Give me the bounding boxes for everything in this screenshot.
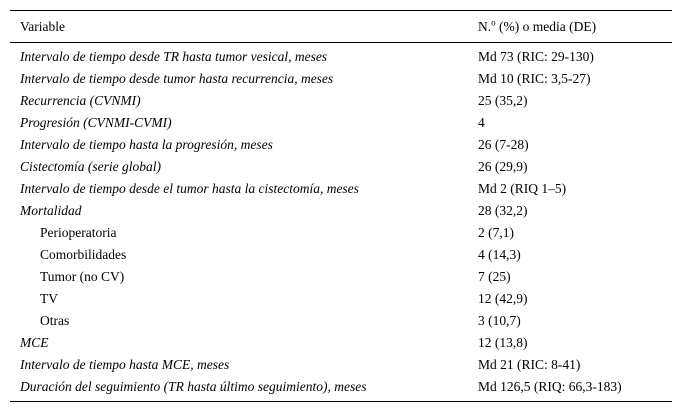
header-variable: Variable	[10, 11, 468, 43]
table-subrow	[10, 288, 672, 310]
table-row	[10, 156, 672, 178]
row-value: 12 (42,9)	[478, 291, 528, 306]
table-row	[10, 200, 672, 222]
header-value-prefix: N.	[478, 18, 492, 34]
row-value: 12 (13,8)	[478, 335, 528, 350]
row-variable: Intervalo de tiempo hasta la progresión, meses	[20, 137, 273, 152]
table-row	[10, 332, 672, 354]
row-value: Md 10 (RIC: 3,5-27)	[478, 71, 591, 86]
row-value: 26 (7-28)	[478, 137, 529, 152]
row-value: 7 (25)	[478, 269, 511, 284]
row-variable: Perioperatoria	[40, 225, 117, 240]
row-variable: MCE	[20, 335, 49, 350]
table-row	[10, 90, 672, 112]
row-variable: Tumor (no CV)	[40, 269, 125, 284]
table-subrow	[10, 222, 672, 244]
row-variable: Intervalo de tiempo desde tumor hasta recurrencia, meses	[20, 71, 334, 86]
row-value: 28 (32,2)	[478, 203, 528, 218]
row-value: Md 21 (RIC: 8-41)	[478, 357, 581, 372]
row-value: Md 73 (RIC: 29-130)	[478, 49, 594, 64]
row-value: Md 2 (RIQ 1–5)	[478, 181, 567, 196]
row-variable: Mortalidad	[20, 203, 82, 218]
row-value: 3 (10,7)	[478, 313, 521, 328]
table-subrow	[10, 244, 672, 266]
row-variable: Intervalo de tiempo desde TR hasta tumor vesical, meses	[20, 49, 328, 64]
row-variable: Cistectomía (serie global)	[20, 159, 161, 174]
row-value: 4 (14,3)	[478, 247, 521, 262]
results-table-container	[10, 10, 672, 402]
row-variable: Duración del seguimiento (TR hasta último seguimiento), meses	[10, 376, 468, 402]
row-variable: Intervalo de tiempo desde el tumor hasta la cistectomía, meses	[20, 181, 359, 196]
header-row	[10, 11, 672, 43]
row-value: 4	[478, 115, 485, 130]
table-row	[10, 178, 672, 200]
row-value: Md 126,5 (RIQ: 66,3-183)	[468, 376, 672, 402]
row-value: 25 (35,2)	[478, 93, 528, 108]
header-value-sup: o	[491, 17, 496, 27]
table-row	[10, 43, 672, 69]
row-variable: TV	[40, 291, 58, 306]
row-variable: Recurrencia (CVNMI)	[20, 93, 141, 108]
table-header	[10, 11, 672, 43]
table-row	[10, 354, 672, 376]
row-variable: Progresión (CVNMI-CVMI)	[20, 115, 172, 130]
table-row	[10, 134, 672, 156]
row-variable: Comorbilidades	[40, 247, 127, 262]
table-row	[10, 112, 672, 134]
table-subrow	[10, 266, 672, 288]
row-value: 26 (29,9)	[478, 159, 528, 174]
table-row	[10, 68, 672, 90]
table-body	[10, 43, 672, 402]
results-table	[10, 10, 672, 402]
row-variable: Otras	[40, 313, 70, 328]
row-variable: Intervalo de tiempo hasta MCE, meses	[20, 357, 230, 372]
table-subrow	[10, 310, 672, 332]
row-value: 2 (7,1)	[478, 225, 514, 240]
header-value-suffix: (%) o media (DE)	[495, 18, 597, 34]
header-value	[468, 11, 672, 43]
table-row	[10, 376, 672, 402]
